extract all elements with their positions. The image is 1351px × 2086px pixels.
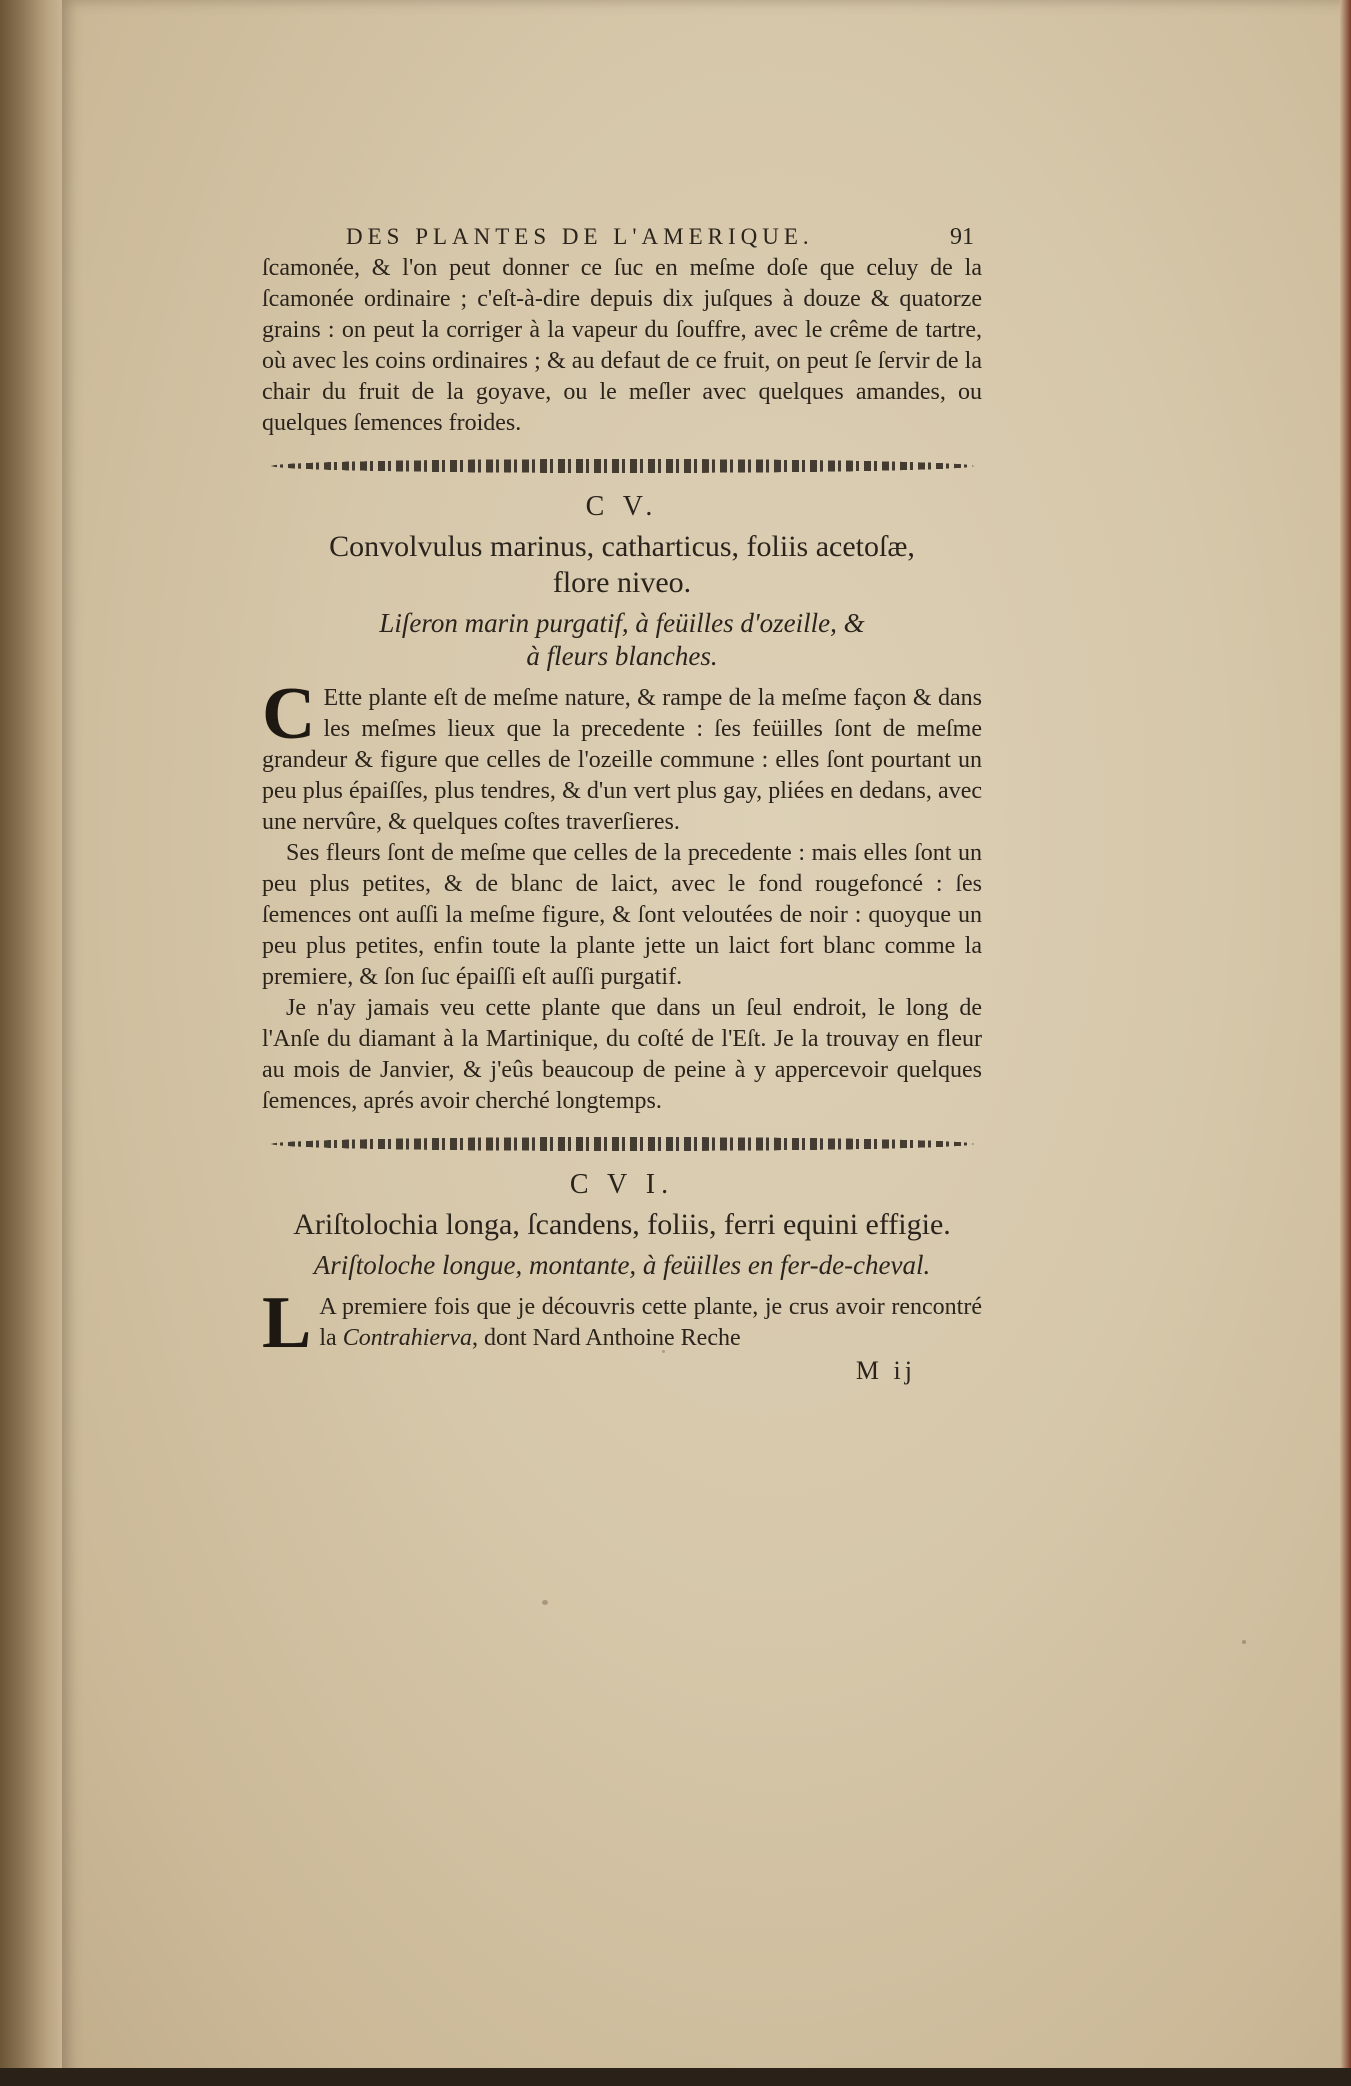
cvi-paragraph-1-italic: Contrahierva [342,1325,473,1351]
ornament-divider-2 [270,1137,975,1151]
signature-mark: M ij [855,1356,916,1385]
cv-paragraph-1-text: Ette plante eſt de meſme nature, & rampe de la meſme façon & dans les meſmes lieux que la precedente : ſes feüilles ſont de meſme grandeur & figure que celles de l'ozeille commune : elles ſont pourtant un peu plus épaiſſes, plus tendres, & d'un vert plus gay, pliées en dedans, avec une nervûre, & quelques coſtes traverſieres. [262,685,982,835]
latin-name-cvi: Ariſtolochia longa, ſcandens, foliis, ferri equini effigie. [293,1208,951,1241]
bottom-edge [0,2068,1351,2086]
french-name-cv [262,607,982,673]
latin-name-cv-line1: Convolvulus marinus, catharticus, foliis acetoſæ, [329,530,915,563]
cv-paragraph-1 [262,673,982,838]
cv-paragraph-2: Ses fleurs ſont de meſme que celles de la precedente : mais elles ſont un peu plus petites, & de blanc de laict, avec le fond rougefoncé : ſes ſemences ont auſſi la meſme figure, & ſont veloutées de noir : quoyque un peu plus petites, enfin toute la plante jette un laict fort blanc comme la premiere, & ſon ſuc épaiſſi eſt auſſi purgatif. [262,840,982,990]
latin-name-cv [262,529,982,601]
text-block [262,224,982,1386]
drop-cap-l: L [262,1282,312,1364]
running-head [346,224,982,251]
page-edge [1340,0,1351,2086]
drop-cap-c: C [262,673,316,755]
french-name-cv-line2: à fleurs blanches. [526,641,718,671]
running-head-title: DES PLANTES DE L'AMERIQUE. [346,224,814,249]
ornament-divider [270,459,975,473]
cv-paragraph-3: Je n'ay jamais veu cette plante que dans un ſeul endroit, le long de l'Anſe du diamant à la Martinique, du coſté de l'Eſt. Je la trouvay en fleur au mois de Janvier, & j'eûs beaucoup de peine à y appercevoir quelques ſemences, aprés avoir cherché longtemps. [262,995,982,1114]
page-number: 91 [950,224,974,250]
cvi-paragraph-1-end: , dont Nard Anthoine Reche [472,1325,741,1351]
latin-name-cv-line2: flore niveo. [552,566,692,599]
cvi-paragraph-1 [262,1282,982,1364]
section-number-cvi: C V I. [569,1169,675,1200]
french-name-cvi: Ariſtoloche longue, montante, à feüilles en fer-de-cheval. [313,1250,931,1280]
binding-gutter [0,0,62,2086]
section-number-cv: C V. [585,491,659,522]
cvi-paragraph-1-start: A premiere fois que je découvris cette plante, je crus avoir rencontré la [319,1294,982,1351]
french-name-cv-line1: Liſeron marin purgatif, à feüilles d'ozeille, & [379,608,865,638]
continuation-paragraph: ſcamonée, & l'on peut donner ce ſuc en meſme doſe que celuy de la ſcamonée ordinaire ; c'eſt-à-dire depuis dix juſques à douze & quatorze grains : on peut la corriger à la vapeur du ſouffre, avec le crême de tartre, où avec les coins ordinaires ; & au defaut de ce fruit, on peut ſe ſervir de la chair du fruit de la goyave, ou le meſler avec quelques amandes, ou quelques ſemences froides. [262,255,982,436]
